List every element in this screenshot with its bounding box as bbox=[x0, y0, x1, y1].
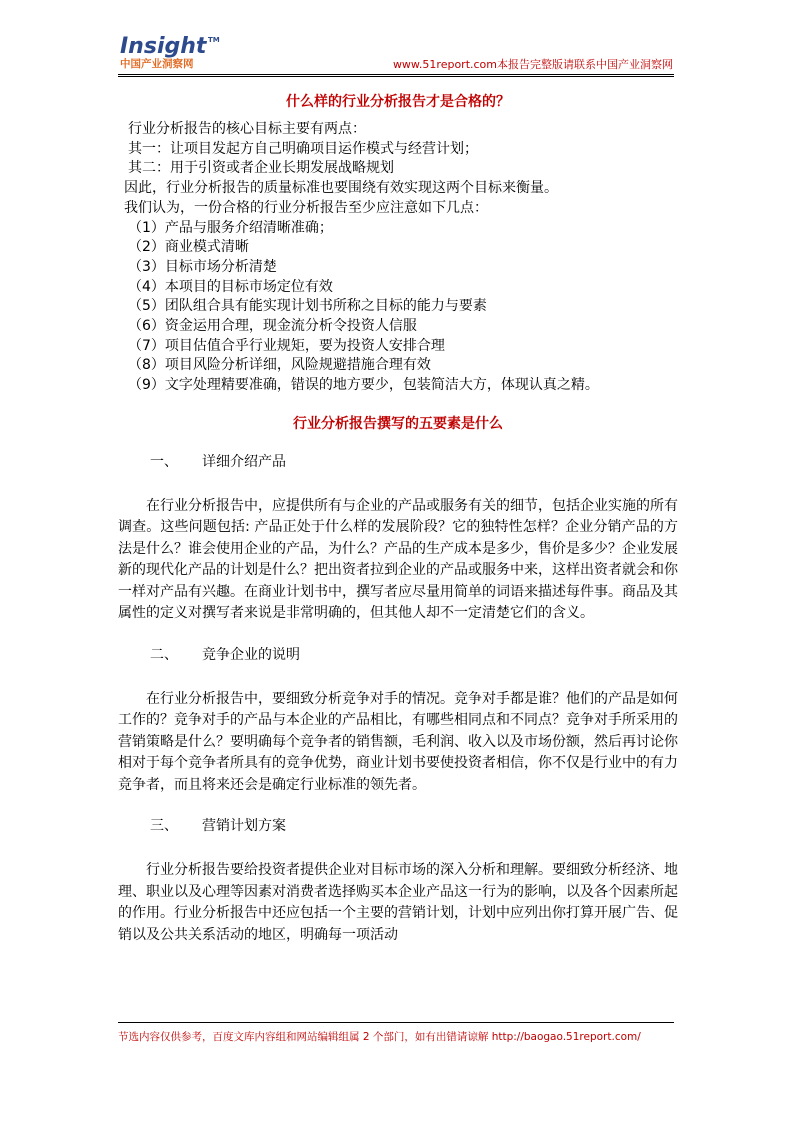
page-footer: 节选内容仅供参考，百度文库内容组和网站编辑组属 2 个部门，如有出错请谅解 http://baogao.51report.com/ bbox=[118, 1031, 641, 1043]
sub-heading-number: 三、 bbox=[150, 818, 178, 835]
section1-line: 因此，行业分析报告的质量标准也要围绕有效实现这两个目标来衡量。 bbox=[124, 180, 558, 197]
insight-logo bbox=[120, 36, 220, 72]
sub-heading-text: 营销计划方案 bbox=[202, 818, 286, 835]
body-paragraph: 行业分析报告要给投资者提供企业对目标市场的深入分析和理解。要细致分析经济、地理、职业以及心理等因素对消费者选择购买本企业产品这一行为的影响，以及各个因素所起的作用。行业分析报告中还应包括一个主要的营销计划，计划中应列出你打算开展广告、促销以及公共关系活动的地区，明确每一项活动 bbox=[118, 862, 678, 943]
page-header bbox=[0, 0, 794, 76]
section2-item bbox=[118, 452, 678, 625]
section1-line: 其一：让项目发起方自己明确项目运作模式与经营计划； bbox=[128, 140, 478, 157]
section1-line: （8）项目风险分析详细，风险规避措施合理有效 bbox=[128, 357, 431, 374]
body-paragraph: 在行业分析报告中，要细致分析竞争对手的情况。竞争对手都是谁？他们的产品是如何工作的？竞争对手的产品与本企业的产品相比，有哪些相同点和不同点？竞争对手所采用的营销策略是什么？要明确每个竞争者的销售额，毛利润、收入以及市场份额，然后再讨论你相对于每个竞争者所具有的竞争优势，商业计划书要使投资者相信，你不仅是行业中的有力竞争者，而且将来还会是确定行业标准的领先者。 bbox=[118, 690, 678, 793]
section1-line: 行业分析报告的核心目标主要有两点： bbox=[128, 121, 366, 137]
sub-heading-text: 竞争企业的说明 bbox=[202, 646, 300, 663]
section1-line: 其二：用于引资或者企业长期发展战略规划 bbox=[128, 160, 394, 177]
section2-item bbox=[118, 816, 678, 946]
section1-line: （2）商业模式清晰 bbox=[128, 239, 249, 256]
sub-heading-number: 二、 bbox=[150, 646, 178, 663]
section2-item bbox=[118, 645, 678, 797]
section2-title: 行业分析报告撰写的五要素是什么 bbox=[293, 415, 503, 432]
document-body bbox=[118, 88, 678, 946]
logo-word: Insight bbox=[120, 34, 207, 59]
section1-title: 什么样的行业分析报告才是合格的？ bbox=[286, 94, 510, 110]
sub-heading-text: 详细介绍产品 bbox=[202, 453, 286, 470]
sub-heading bbox=[118, 452, 678, 472]
sub-heading bbox=[118, 816, 678, 836]
section1-line: 我们认为，一份合格的行业分析报告至少应注意如下几点： bbox=[124, 199, 488, 216]
section1-line: （3）目标市场分析清楚 bbox=[128, 258, 277, 275]
logo-trademark: TM bbox=[208, 36, 220, 44]
sub-heading-number: 一、 bbox=[150, 453, 178, 470]
header-divider bbox=[118, 74, 674, 75]
section1-line: （1）产品与服务介绍清晰准确； bbox=[128, 219, 333, 236]
logo-subtitle: 中国产业洞察网 bbox=[120, 58, 194, 70]
section1-line: （7）项目估值合乎行业规矩，要为投资人安排合理 bbox=[128, 337, 445, 354]
section1-line: （5）团队组合具有能实现计划书所称之目标的能力与要素 bbox=[128, 298, 487, 315]
body-paragraph: 在行业分析报告中，应提供所有与企业的产品或服务有关的细节，包括企业实施的所有调查。这些问题包括: 产品正处于什么样的发展阶段？它的独特性怎样？企业分销产品的方法是什么？谁会使用企业的产品，为什么？产品的生产成本是多少，售价是多少？企业发展新的现代化产品的计划是什么？把出资者拉到企业的产品或服务中来，这样出资者就会和你一样对产品有兴趣。在商业计划书中，撰写者应尽量用简单的词语来描述每件事。商品及其属性的定义对撰写者来说是非常明确的，但其他人却不一定清楚它们的含义。 bbox=[118, 497, 678, 622]
footer-divider bbox=[118, 1022, 674, 1023]
section1-line: （6）资金运用合理，现金流分析令投资人信服 bbox=[128, 318, 417, 335]
header-divider-secondary bbox=[118, 76, 674, 77]
section1-line: （9）文字处理精要准确，错误的地方要少，包装简洁大方，体现认真之精。 bbox=[128, 377, 599, 394]
header-contact-text: www.51report.com本报告完整版请联系中国产业洞察网 bbox=[392, 58, 673, 71]
sub-heading bbox=[118, 645, 678, 665]
section1-list bbox=[118, 120, 678, 396]
section1-line: （4）本项目的目标市场定位有效 bbox=[128, 278, 333, 295]
